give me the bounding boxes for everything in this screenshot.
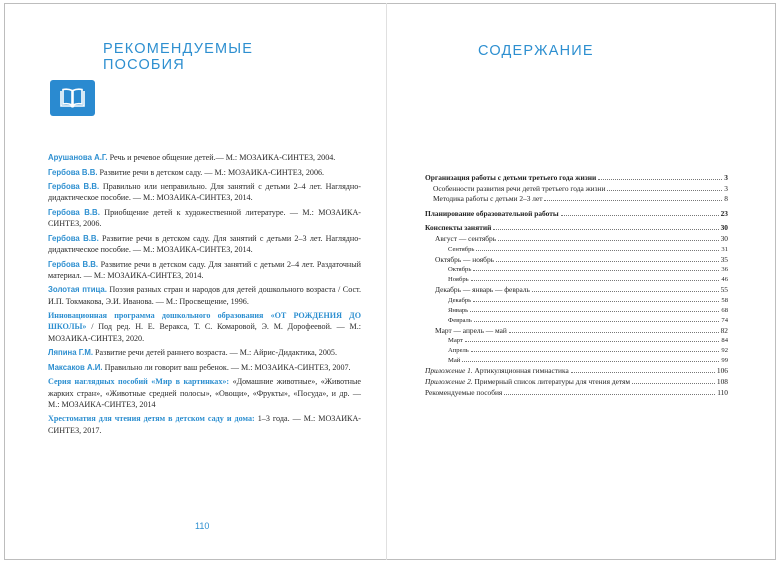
toc-entry-page: 68: [721, 306, 728, 314]
toc-entry: [425, 285, 728, 296]
left-page-number: 110: [195, 521, 210, 531]
toc-entry-label: Методика работы с детьми 2–3 лет: [433, 194, 543, 204]
reference-text: Правильно или неправильно. Для занятий с детьми 2–4 лет. Наглядно-дидактическое пособие. — М.: МОЗАИКА-СИНТЕЗ, 2014.: [48, 182, 361, 203]
toc-entry-label: Октябрь — ноябрь: [435, 254, 495, 264]
reference-item: [48, 207, 361, 229]
toc-entry-label: Декабрь: [448, 296, 472, 304]
reference-item: [48, 284, 361, 306]
recommended-title-line-1: РЕКОМЕНДУЕМЫЕ: [103, 41, 254, 57]
toc-entry-page: 30: [720, 233, 728, 243]
reference-author: Гербова В.В.: [48, 259, 99, 269]
reference-author: Ляпина Г.М.: [48, 348, 94, 358]
toc-entry-title: [448, 265, 471, 275]
toc-entry: [425, 336, 728, 346]
reference-author: Арушанова А.Г.: [48, 153, 108, 162]
toc-entry: [425, 265, 728, 275]
toc-entry-title: [425, 209, 559, 220]
toc-entry-title: [425, 223, 491, 234]
toc-leader-dots: [493, 229, 718, 230]
toc-entry: [425, 275, 728, 285]
toc-entry-page: 108: [716, 376, 728, 386]
reference-text: Поэзия разных стран и народов для детей дошкольного возраста / Сост. И.П. Токмакова, Э.И. Иванова. — М.: Просвещение, 1996.: [48, 285, 361, 306]
toc-entry-label: Сентябрь: [448, 245, 475, 253]
toc-leader-dots: [471, 351, 720, 352]
reference-author: Гербова В.В.: [48, 233, 99, 243]
toc-entry: [425, 356, 728, 366]
toc-entry-label: Март: [448, 337, 463, 345]
reference-text: / Под ред. Н. Е. Веракса, Т. С. Комаровой, Э. М. Дорофеевой. — М.: МОЗАИКА-СИНТЕЗ, 2020.: [48, 322, 361, 343]
toc-entry-title: [448, 296, 471, 306]
toc-entry-page: 36: [721, 266, 728, 274]
toc-entry-label: Рекомендуемые пособия: [425, 387, 503, 397]
toc-entry-title: [435, 326, 507, 337]
reference-author: Гербова В.В.: [48, 167, 98, 177]
toc-entry: [425, 194, 728, 205]
toc-entry-title: [435, 285, 530, 296]
toc-entry-prefix: Приложение 1.: [425, 366, 473, 376]
toc-entry-label: Март — апрель — май: [435, 325, 507, 335]
reference-text: Правильно ли говорит ваш ребенок. — М.: МОЗАИКА-СИНТЕЗ, 2007.: [102, 362, 351, 372]
toc-entry-page: 82: [720, 325, 728, 335]
toc-leader-dots: [532, 291, 719, 292]
toc-leader-dots: [544, 200, 722, 201]
reference-author: Гербова В.В.: [48, 207, 100, 217]
toc-entry-page: 84: [721, 337, 728, 345]
toc-entry-page: 3: [724, 183, 728, 193]
reference-item: [48, 259, 361, 281]
toc-entry-title: [435, 255, 494, 266]
toc-entry-label: Особенности развития речи детей третьего года жизни: [433, 183, 606, 193]
reference-item: [48, 167, 361, 178]
toc-entry-page: 3: [724, 173, 728, 182]
toc-entry: [425, 209, 728, 220]
toc-leader-dots: [509, 332, 719, 333]
toc-entry-title: [448, 336, 463, 346]
toc-leader-dots: [607, 190, 722, 191]
toc-entry-label: Апрель: [448, 347, 469, 355]
reference-text: «Домашние животные», «Животные жарких стран», «Животные средней полосы», «Овощи», «Фрукты», «Посуда», и др. — М.: МОЗАИКА-СИНТЕЗ, 2014: [48, 377, 361, 409]
toc-entry-prefix: Приложение 2.: [425, 376, 473, 386]
toc-entry-label: Октябрь: [448, 266, 472, 274]
reference-text: Развитие речи детей раннего возраста. — М.: Айрис-Дидактика, 2005.: [93, 348, 337, 358]
toc-entry-label: Январь: [448, 306, 469, 314]
toc-entry: [425, 234, 728, 245]
toc-entry-label: Артикуляционная гимнастика: [472, 366, 569, 376]
toc-entry-label: Май: [448, 357, 461, 365]
reference-author: Максаков А.И.: [48, 362, 103, 372]
reference-item: [48, 347, 361, 358]
toc-entry: [425, 326, 728, 337]
reference-list: [48, 152, 361, 439]
reference-author: Золотая птица.: [48, 285, 107, 295]
toc-leader-dots: [474, 321, 720, 322]
toc-leader-dots: [504, 394, 715, 395]
toc-leader-dots: [561, 215, 719, 216]
reference-item: [48, 233, 361, 255]
toc-entry: [425, 173, 728, 184]
toc-leader-dots: [465, 341, 720, 342]
reference-item: [48, 413, 361, 435]
toc-entry-page: 35: [720, 254, 728, 264]
toc-entry-label: Планирование образовательной работы: [425, 208, 559, 218]
toc-leader-dots: [632, 383, 715, 384]
toc-entry-label: Примерный список литературы для чтения детям: [472, 376, 631, 386]
toc-entry-title: [448, 346, 469, 356]
reference-text: Речь и речевое общение детей.— М.: МОЗАИКА-СИНТЕЗ, 2004.: [107, 153, 336, 162]
recommended-title-line-2: ПОСОБИЯ: [103, 57, 185, 73]
reference-author: Гербова В.В.: [48, 182, 100, 192]
toc-leader-dots: [598, 179, 722, 180]
reference-author: Серия наглядных пособий «Мир в картинках»:: [48, 377, 230, 387]
toc-entry: [425, 346, 728, 356]
reference-item: [48, 362, 361, 373]
toc-entry-label: Организация работы с детьми третьего года жизни: [425, 173, 597, 182]
toc-entry-title: [448, 306, 468, 316]
toc-entry-title: [425, 388, 502, 399]
toc-entry-page: 58: [721, 296, 728, 304]
reference-text: Развитие речи в детском саду. Для занятий с детьми 2–4 лет. Раздаточный материал. — М.: МОЗАИКА-СИНТЕЗ, 2014.: [48, 259, 361, 280]
toc-leader-dots: [462, 361, 719, 362]
toc-entry-label: Декабрь — январь — февраль: [435, 285, 530, 295]
recommended-title: [103, 41, 303, 73]
toc-entry: [425, 223, 728, 234]
toc-leader-dots: [473, 270, 719, 271]
toc-entry: [425, 366, 728, 377]
toc-entry: [425, 377, 728, 388]
toc-entry: [425, 388, 728, 399]
toc-entry: [425, 306, 728, 316]
contents-title: СОДЕРЖАНИЕ: [478, 43, 594, 59]
toc-entry-label: Конспекты занятий: [425, 223, 492, 233]
reference-text: Развитие речи в детском саду. Для занятий с детьми 2–3 лет. Наглядно-дидактическое пособие. — М.: МОЗАИКА-СИНТЕЗ, 2014.: [48, 233, 361, 254]
reference-item: [48, 376, 361, 410]
reference-item: [48, 152, 361, 163]
toc-entry-page: 46: [721, 276, 728, 284]
toc-leader-dots: [571, 372, 715, 373]
toc-entry-title: [448, 356, 460, 366]
table-of-contents: [425, 173, 728, 398]
reference-text: Приобщение детей к художественной литературе. — М.: МОЗАИКА-СИНТЕЗ, 2006.: [48, 207, 361, 229]
toc-entry-page: 30: [720, 223, 728, 233]
toc-entry: [425, 316, 728, 326]
reference-item: [48, 310, 361, 344]
toc-entry-page: 55: [720, 285, 728, 295]
toc-leader-dots: [498, 240, 718, 241]
toc-leader-dots: [473, 301, 719, 302]
toc-entry: [425, 296, 728, 306]
toc-entry-label: Август — сентябрь: [435, 233, 497, 243]
book-icon: [50, 80, 95, 116]
toc-entry-title: [425, 366, 569, 377]
toc-entry-page: 92: [721, 347, 728, 355]
toc-entry-page: 110: [717, 387, 728, 397]
toc-entry-page: 8: [724, 194, 728, 204]
toc-entry-title: [435, 234, 496, 245]
toc-leader-dots: [496, 261, 719, 262]
reference-author: Хрестоматия для чтения детям в детском саду и дома:: [48, 414, 255, 424]
toc-entry: [425, 184, 728, 195]
toc-entry: [425, 255, 728, 266]
toc-entry-title: [433, 194, 542, 205]
toc-leader-dots: [470, 311, 719, 312]
toc-entry-label: Ноябрь: [448, 276, 469, 284]
page-gutter: [386, 3, 387, 560]
toc-entry-title: [433, 184, 605, 195]
reference-text: Развитие речи в детском саду. — М.: МОЗАИКА-СИНТЕЗ, 2006.: [97, 167, 325, 177]
toc-entry-title: [448, 275, 469, 285]
toc-entry-label: Февраль: [448, 316, 472, 324]
toc-entry: [425, 245, 728, 255]
toc-entry-title: [448, 316, 472, 326]
toc-leader-dots: [476, 250, 719, 251]
toc-entry-title: [425, 377, 630, 388]
toc-entry-page: 74: [721, 316, 728, 324]
toc-entry-page: 23: [720, 208, 728, 218]
toc-entry-title: [425, 173, 596, 184]
toc-entry-page: 106: [716, 366, 728, 376]
toc-leader-dots: [471, 280, 720, 281]
reference-author: Инновационная программа дошкольного образования «ОТ РОЖДЕНИЯ ДО ШКОЛЫ»: [48, 311, 361, 332]
reference-item: [48, 181, 361, 203]
toc-entry-title: [448, 245, 474, 255]
reference-text: 1–3 года. — М.: МОЗАИКА-СИНТЕЗ, 2017.: [48, 414, 361, 435]
toc-entry-page: 99: [721, 357, 728, 365]
toc-entry-page: 31: [721, 245, 728, 253]
